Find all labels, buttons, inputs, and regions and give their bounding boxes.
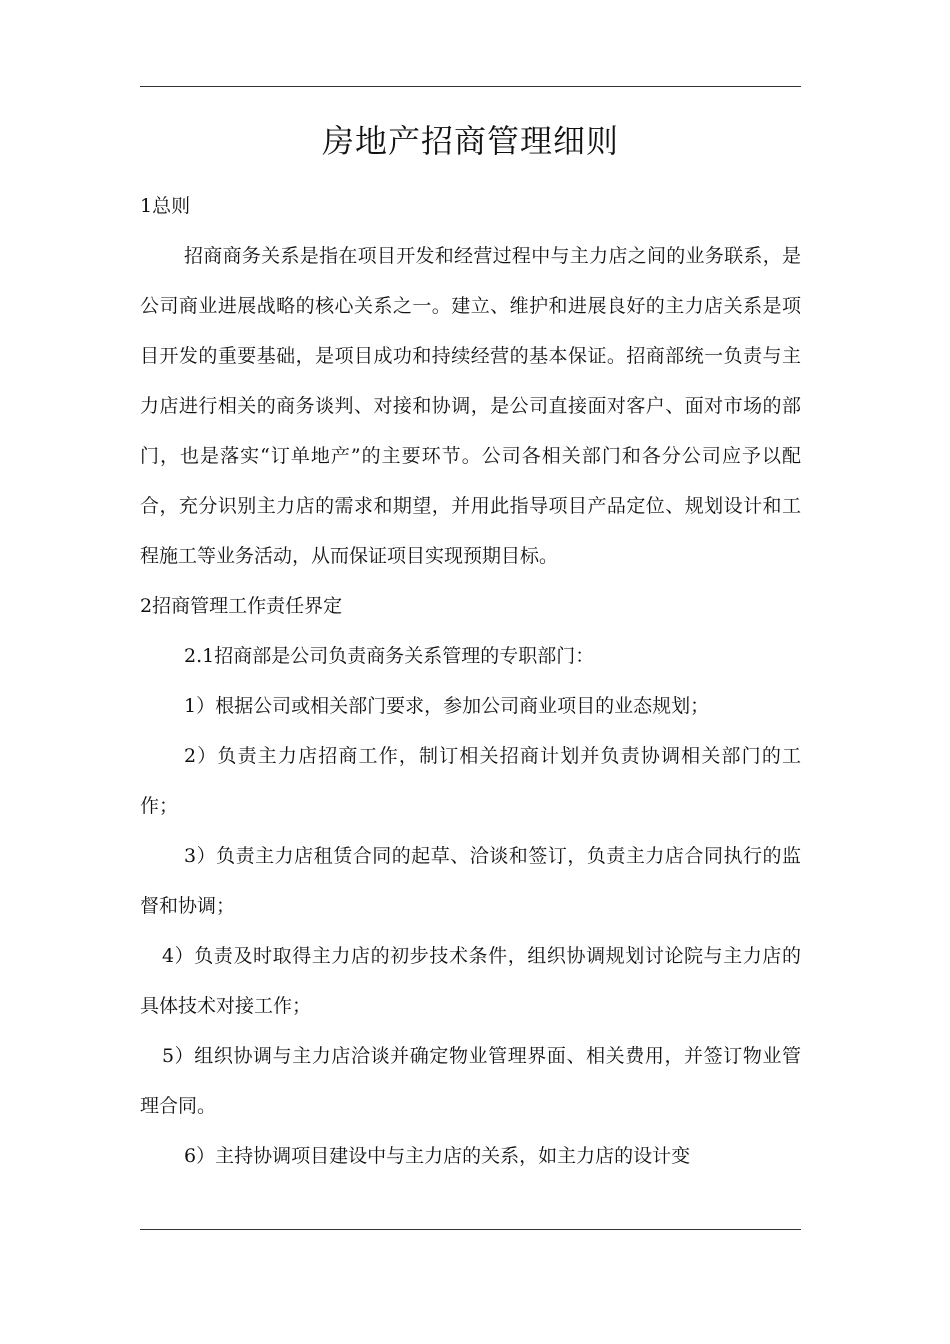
paragraph-clause-2-1: 2.1招商部是公司负责商务关系管理的专职部门： bbox=[184, 645, 595, 667]
section-heading-general: 1总则 bbox=[140, 195, 191, 217]
section-heading-responsibilities: 2招商管理工作责任界定 bbox=[140, 595, 343, 617]
document-title: 房地产招商管理细则 bbox=[321, 122, 619, 160]
list-item-duty-1: 1）根据公司或相关部门要求，参加公司商业项目的业态规划； bbox=[184, 695, 710, 717]
list-item-duty-5: 5）组织协调与主力店洽谈并确定物业管理界面、相关费用，并签订物业管理合同。 bbox=[140, 1045, 801, 1117]
list-item-duty-6: 6）主持协调项目建设中与主力店的关系，如主力店的设计变 bbox=[184, 1145, 691, 1167]
list-item-duty-2: 2）负责主力店招商工作，制订相关招商计划并负责协调相关部门的工作； bbox=[140, 745, 801, 817]
header-rule bbox=[140, 86, 801, 87]
footer-rule bbox=[140, 1229, 801, 1230]
paragraph-general-overview: 招商商务关系是指在项目开发和经营过程中与主力店之间的业务联系，是公司商业进展战略的核心关系之一。建立、维护和进展良好的主力店关系是项目开发的重要基础，是项目成功和持续经营的基本保证。招商部统一负责与主力店进行相关的商务谈判、对接和协调，是公司直接面对客户、面对市场的部门，也是落实“订单地产”的主要环节。公司各相关部门和各分公司应予以配合，充分识别主力店的需求和期望，并用此指导项目产品定位、规划设计和工程施工等业务活动，从而保证项目实现预期目标。 bbox=[140, 245, 801, 567]
list-item-duty-3: 3）负责主力店租赁合同的起草、洽谈和签订，负责主力店合同执行的监督和协调； bbox=[140, 845, 801, 917]
list-item-duty-4: 4）负责及时取得主力店的初步技术条件，组织协调规划讨论院与主力店的具体技术对接工作； bbox=[140, 945, 801, 1017]
document-body bbox=[140, 181, 801, 1181]
